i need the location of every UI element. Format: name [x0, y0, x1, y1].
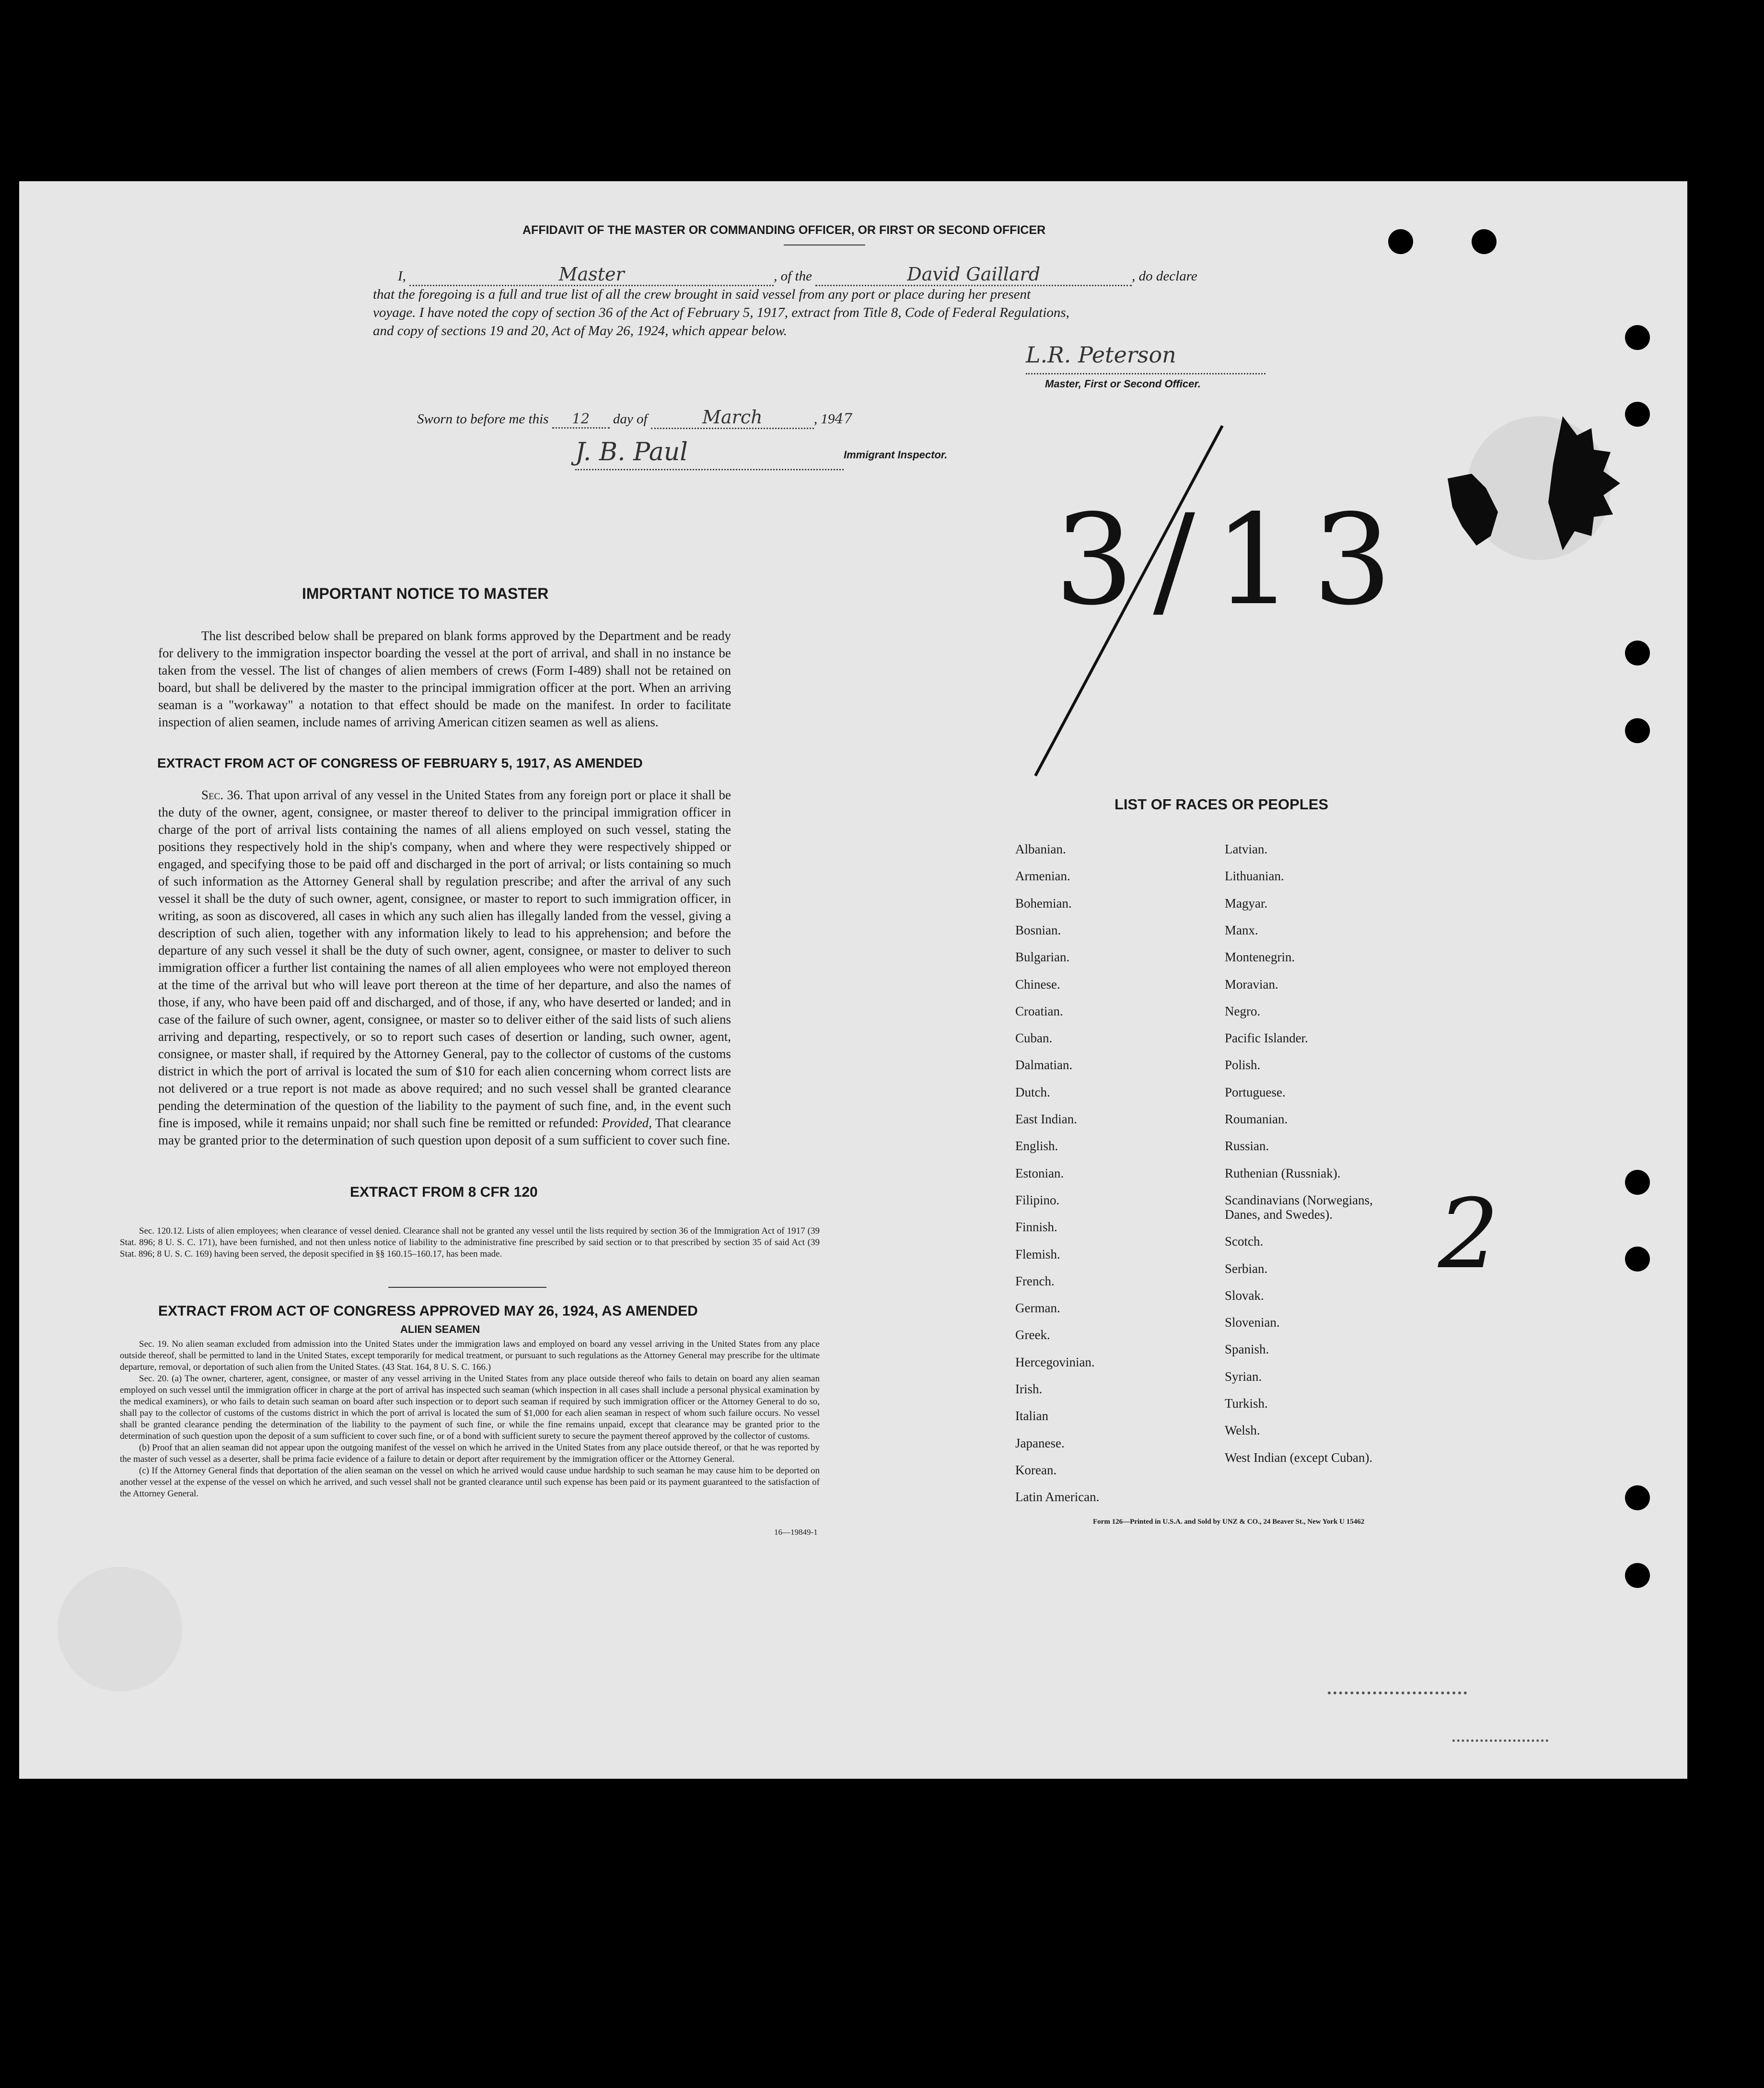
section-divider: [388, 1287, 546, 1288]
sworn-year: 47: [835, 410, 853, 427]
race-item: Japanese.: [1015, 1435, 1065, 1450]
punch-hole: [1625, 1170, 1650, 1195]
race-item: Bulgarian.: [1015, 950, 1070, 965]
race-item: Serbian.: [1225, 1261, 1268, 1276]
race-item: Korean.: [1015, 1462, 1057, 1477]
punch-hole: [1625, 1485, 1650, 1510]
extract-cfr-body: Sec. 120.12. Lists of alien employees; when clearance of vessel denied. Clearance shall not be granted any vessel until the lists required by section 36 of the Immigration Act of 1917 (39 Stat. 896; 8 U. S. C. 171), have been furnished, and not then unless notice of liability to the administrative fine prescribed by said section or to that prescribed by section 35 of said Act (39 Stat. 896; 8 U. S. C. 169) having been served, the deposit specified in §§ 160.15–160.17, has been made.: [120, 1226, 820, 1259]
race-item: Welsh.: [1225, 1423, 1260, 1438]
inspector-caption: Immigrant Inspector.: [844, 449, 948, 461]
extract-cfr-heading: EXTRACT FROM 8 CFR 120: [350, 1184, 538, 1200]
extract-1924-body: Sec. 19. No alien seaman excluded from admission into the United States under the immigration laws and employed on board any vessel arriving in the United States from any place outside thereof, shall be permitted to land in the United States, except temporarily for medical treatment, or pursuant to such regulations as the Attorney General may prescribe for the ultimate departure, removal, or deportation of such alien from the United States. (43 Stat. 164, 8 U. S. C. 166.) Sec. 20. (a) The owner, charterer, agent, consignee, or master of any vessel arriving in the United States from any place outside thereof who fails to detain on board any alien seaman employed on such vessel until the immigration officer in charge at the port of arrival has inspected such seaman (which inspection in all cases shall include a personal physical examination by the medical examiners), or who fails to detain such seaman on board after such inspection or to deport such seaman if required by such immigration officer or the Attorney General to do so, shall pay to the collector of customs of the customs district in which the port of arrival is located the sum of $1,000 for each alien seaman in respect of whom such failure occurs. No vessel shall be granted clearance pending the determination of the liability to the payment of such fine, or while the fine remains unpaid, except that clearance may be granted prior to the determination of such question upon the deposit of a sum sufficient to cover such fine, or of a bond with sufficient surety to secure the payment thereof approved by the collector of customs. (b) Proof that an alien seaman did not appear upon the outgoing manifest of the vessel on which he arrived in the United States from any place outside thereof, or that he was reported by the master of such vessel as a deserter, shall be prima facie evidence of a failure to detain or deport after requirement by the immigration officer or the Attorney General. (c) If the Attorney General finds that deportation of the alien seaman on the vessel on which he arrived would cause undue hardship to such seaman he may cause him to be deported on another vessel at the expense of the vessel on which he arrived, and such vessel shall not be granted clearance until such expense has been paid or its payment guaranteed to the satisfaction of the Attorney General.: [120, 1339, 820, 1499]
race-item: East Indian.: [1015, 1112, 1077, 1126]
punch-hole: [1472, 229, 1497, 254]
race-item: Portuguese.: [1225, 1085, 1286, 1099]
race-item: Pacific Islander.: [1225, 1031, 1308, 1046]
race-item: Finnish.: [1015, 1220, 1057, 1235]
race-item: Turkish.: [1225, 1396, 1268, 1411]
race-item: Flemish.: [1015, 1247, 1060, 1261]
handwritten-count: 2: [1438, 1178, 1499, 1290]
punch-hole: [1625, 718, 1650, 743]
race-item: Spanish.: [1225, 1342, 1269, 1357]
form-footer: Form 126—Printed in U.S.A. and Sold by UNZ & CO., 24 Beaver St., New York U 15462: [1093, 1518, 1365, 1526]
race-item: Bohemian.: [1015, 896, 1072, 910]
race-item: Montenegrin.: [1225, 950, 1295, 965]
extract-1924-subheading: ALIEN SEAMEN: [400, 1323, 480, 1335]
race-item: Roumanian.: [1225, 1112, 1288, 1126]
inspector-signature: J. B. Paul: [575, 438, 688, 467]
race-item: Magyar.: [1225, 896, 1268, 910]
race-item: Italian: [1015, 1409, 1048, 1423]
affidavit-line-3: voyage. I have noted the copy of section 36 of the Act of February 5, 1917, extract from Title 8, Code of Federal Regulations,: [373, 305, 1069, 320]
race-item: Negro.: [1225, 1003, 1261, 1018]
vessel-name-handwritten: David Gaillard: [907, 264, 1041, 285]
embossed-seal-faint: [58, 1567, 182, 1691]
race-item: Croatian.: [1015, 1003, 1063, 1018]
affidavit-line-4: and copy of sections 19 and 20, Act of May 26, 1924, which appear below.: [373, 323, 787, 338]
race-item: Slovak.: [1225, 1288, 1264, 1303]
race-item: Dutch.: [1015, 1085, 1050, 1099]
race-item: Russian.: [1225, 1139, 1269, 1154]
race-item: Latvian.: [1225, 842, 1268, 856]
document-page: [19, 181, 1687, 1779]
race-item: Dalmatian.: [1015, 1058, 1073, 1073]
faint-marks: [1328, 1691, 1467, 1694]
race-item: Ruthenian (Russniak).: [1225, 1166, 1341, 1180]
sworn-month: March: [702, 407, 763, 428]
notice-heading: IMPORTANT NOTICE TO MASTER: [302, 585, 549, 602]
affidavit-line-2: that the foregoing is a full and true list of all the crew brought in said vessel from any port or place during her present: [373, 287, 1031, 302]
affidavit-heading: AFFIDAVIT OF THE MASTER OR COMMANDING OFFICER, OR FIRST OR SECOND OFFICER: [522, 223, 1046, 237]
extract-1917-body: Sec. 36. That upon arrival of any vessel in the United States from any foreign port or place it shall be the duty of the owner, agent, consignee, or master thereof to deliver to the principal immigration officer in charge of the port of arrival lists containing the names of all aliens employed on such vessel, stating the positions they respectively hold in the ship's company, when and where they were respectively shipped or engaged, and specifying those to be paid off and discharged in the port of arrival; or lists containing so much of such information as the Attorney General shall by regulation prescribe; and after the arrival of any such vessel it shall be the duty of such owner, agent, consignee, or master to report to such immigration officer, in writing, as soon as discovered, all cases in which any such alien has illegally landed from the vessel, giving a description of such alien, together with any information likely to lead to his apprehension; and before the departure of any such vessel it shall be the duty of such owner, agent, consignee, or master to deliver to such immigration officer a further list containing the names of all alien employees who were not employed thereon at the time of the arrival but who will leave port thereon at the time of her departure, and also the names of those, if any, who have been paid off and discharged, and of those, if any, who have deserted or landed; and in case of the failure of such owner, agent, consignee, or master so to deliver either of the said lists of such aliens arriving and departing, respectively, or so to report such cases of desertion or landing, such owner, agent, consignee, or master shall, if required by the Attorney General, pay to the collector of customs of the customs district in which the port of arrival is located the sum of $10 for each alien concerning whom correct lists are not delivered or a true report is not made as above required; and no such vessel shall be granted clearance pending the determination of the question of the liability to the payment of such fine, and, in the event such fine is imposed, while it remains unpaid; nor shall such fine be remitted or refunded: Provided, That clearance may be granted prior to the determination of such question upon deposit of a sum sufficient to cover such fine.: [158, 788, 731, 1147]
race-item: Armenian.: [1015, 869, 1070, 884]
race-item: German.: [1015, 1301, 1060, 1316]
extract-1924-heading: EXTRACT FROM ACT OF CONGRESS APPROVED MAY 26, 1924, AS AMENDED: [158, 1303, 698, 1319]
race-item: Filipino.: [1015, 1192, 1060, 1207]
race-item: Scandinavians (Norwegians,: [1225, 1192, 1373, 1207]
master-signature: L.R. Peterson: [1026, 342, 1176, 368]
race-item: Hercegovinian.: [1015, 1354, 1095, 1369]
punch-hole: [1625, 1563, 1650, 1588]
race-item: Latin American.: [1015, 1490, 1100, 1505]
master-caption: Master, First or Second Officer.: [1045, 378, 1201, 390]
punch-hole: [1625, 641, 1650, 665]
punch-hole: [1625, 325, 1650, 350]
race-item: Slovenian.: [1225, 1315, 1280, 1330]
notice-body: The list described below shall be prepared on blank forms approved by the Department and be ready for delivery to the immigration inspector boarding the vessel at the port of arrival, and shall in no instance be taken from the vessel. The list of changes of alien members of crews (Form I-489) shall not be retained on board, but shall be delivered by the master to the principal immigration officer at the port. When an arriving seaman is a "workaway" a notation to that effect should be made on the manifest. In order to facilitate inspection of alien seamen, include names of arriving American citizen seamen as well as aliens.: [158, 629, 731, 729]
race-item: Greek.: [1015, 1328, 1050, 1342]
race-item: Syrian.: [1225, 1369, 1262, 1384]
race-item: West Indian (except Cuban).: [1225, 1450, 1373, 1465]
race-item: Danes, and Swedes).: [1225, 1207, 1333, 1222]
race-item: Manx.: [1225, 922, 1258, 937]
punch-hole: [1625, 1247, 1650, 1271]
embossed-seal: [1419, 407, 1649, 637]
sworn-day: 12: [572, 410, 590, 427]
race-item: Moravian.: [1225, 977, 1278, 992]
race-item: Chinese.: [1015, 977, 1060, 992]
races-heading: LIST OF RACES OR PEOPLES: [1114, 796, 1329, 813]
race-item: French.: [1015, 1273, 1055, 1288]
handwritten-date: 3/13: [1055, 488, 1411, 633]
race-item: Cuban.: [1015, 1031, 1053, 1046]
extract-1917-heading: EXTRACT FROM ACT OF CONGRESS OF FEBRUARY 5, 1917, AS AMENDED: [157, 756, 643, 770]
print-code: 16—19849-1: [774, 1528, 818, 1537]
affidavit-line-1: I, Master , of the David Gaillard , do declare: [398, 264, 1197, 286]
officer-title-handwritten: Master: [558, 264, 625, 285]
race-item: English.: [1015, 1139, 1058, 1154]
sworn-line: Sworn to before me this 12 day of March , 1947: [417, 407, 852, 429]
race-item: Irish.: [1015, 1382, 1043, 1396]
punch-hole: [1388, 229, 1413, 254]
race-item: Albanian.: [1015, 842, 1066, 856]
race-item: Scotch.: [1225, 1234, 1264, 1249]
faint-marks: [1452, 1739, 1548, 1742]
race-item: Estonian.: [1015, 1166, 1064, 1180]
inspector-signature-line: [575, 469, 844, 470]
race-item: Polish.: [1225, 1058, 1261, 1073]
race-item: Bosnian.: [1015, 922, 1061, 937]
race-item: Lithuanian.: [1225, 869, 1284, 884]
master-signature-line: [1026, 373, 1265, 374]
